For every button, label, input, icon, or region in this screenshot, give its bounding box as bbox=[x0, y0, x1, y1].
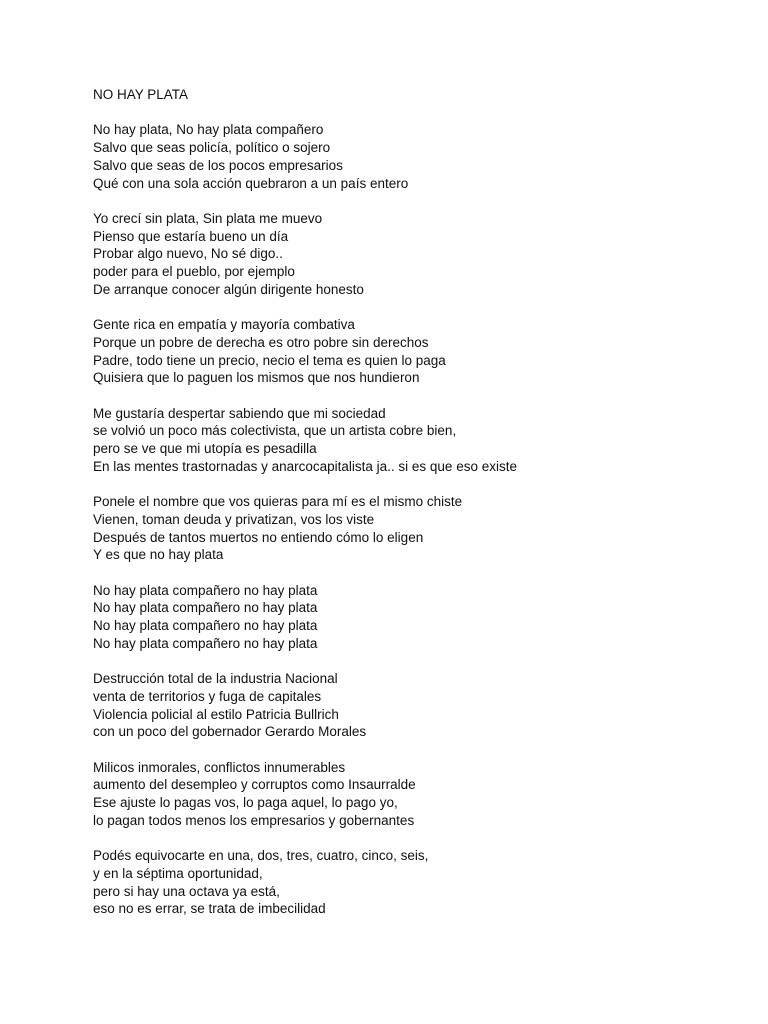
stanza bbox=[93, 405, 733, 476]
lyric-line: Quisiera que lo paguen los mismos que nos hundieron bbox=[93, 370, 420, 386]
lyric-line: aumento del desempleo y corruptos como Insaurralde bbox=[93, 777, 416, 793]
lyric-line: con un poco del gobernador Gerardo Morales bbox=[93, 724, 367, 740]
lyric-line: lo pagan todos menos los empresarios y gobernantes bbox=[93, 812, 415, 828]
lyric-line: Qué con una sola acción quebraron a un país entero bbox=[93, 175, 409, 191]
lyric-line: Después de tantos muertos no entiendo cómo lo eligen bbox=[93, 529, 424, 545]
lyric-line: eso no es errar, se trata de imbecilidad bbox=[93, 901, 326, 917]
lyric-line: Padre, todo tiene un precio, necio el tema es quien lo paga bbox=[93, 352, 446, 368]
lyric-line: Probar algo nuevo, No sé digo.. bbox=[93, 246, 283, 262]
lyric-line: En las mentes trastornadas y anarcocapitalista ja.. si es que eso existe bbox=[93, 458, 517, 474]
stanza bbox=[93, 493, 733, 564]
stanza bbox=[93, 121, 733, 192]
lyric-line: Vienen, toman deuda y privatizan, vos los viste bbox=[93, 511, 375, 527]
lyric-line: Podés equivocarte en una, dos, tres, cuatro, cinco, seis, bbox=[93, 848, 429, 864]
lyric-line: Pienso que estaría bueno un día bbox=[93, 228, 289, 244]
lyric-line: venta de territorios y fuga de capitales bbox=[93, 688, 322, 704]
lyric-line: No hay plata compañero no hay plata bbox=[93, 618, 318, 633]
lyric-line: Salvo que seas policía, político o sojero bbox=[93, 140, 331, 156]
stanza bbox=[93, 759, 733, 830]
lyric-line: Violencia policial al estilo Patricia Bullrich bbox=[93, 706, 339, 722]
stanza bbox=[93, 582, 733, 653]
lyric-line: Me gustaría despertar sabiendo que mi sociedad bbox=[93, 405, 386, 421]
stanza bbox=[93, 316, 733, 387]
lyric-line: pero si hay una octava ya está, bbox=[93, 883, 280, 899]
lyric-line: Ese ajuste lo pagas vos, lo paga aquel, lo pago yo, bbox=[93, 795, 398, 810]
document-page bbox=[93, 86, 733, 936]
lyric-line: Milicos inmorales, conflictos innumerables bbox=[93, 759, 346, 775]
lyric-line: se volvió un poco más colectivista, que un artista cobre bien, bbox=[93, 423, 457, 439]
stanza bbox=[93, 847, 733, 918]
lyric-line: Destrucción total de la industria Nacional bbox=[93, 671, 338, 687]
page-title: NO HAY PLATA bbox=[93, 87, 189, 102]
lyric-line: No hay plata compañero no hay plata bbox=[93, 582, 318, 598]
lyrics-body bbox=[93, 121, 733, 918]
lyric-line: poder para el pueblo, por ejemplo bbox=[93, 264, 295, 279]
lyric-line: Porque un pobre de derecha es otro pobre sin derechos bbox=[93, 334, 429, 350]
lyric-line: De arranque conocer algún dirigente honesto bbox=[93, 281, 364, 297]
lyric-line: pero se ve que mi utopía es pesadilla bbox=[93, 441, 317, 456]
lyric-line: Ponele el nombre que vos quieras para mí es el mismo chiste bbox=[93, 494, 463, 510]
stanza bbox=[93, 210, 733, 299]
lyric-line: No hay plata, No hay plata compañero bbox=[93, 122, 324, 138]
lyric-line: Yo crecí sin plata, Sin plata me muevo bbox=[93, 210, 323, 226]
lyric-line: Y es que no hay plata bbox=[93, 547, 224, 563]
lyric-line: No hay plata compañero no hay plata bbox=[93, 600, 318, 616]
lyric-line: Gente rica en empatía y mayoría combativa bbox=[93, 317, 355, 333]
lyric-line: y en la séptima oportunidad, bbox=[93, 865, 263, 881]
stanza bbox=[93, 670, 733, 741]
lyric-line: Salvo que seas de los pocos empresarios bbox=[93, 157, 343, 173]
lyric-line: No hay plata compañero no hay plata bbox=[93, 635, 318, 651]
